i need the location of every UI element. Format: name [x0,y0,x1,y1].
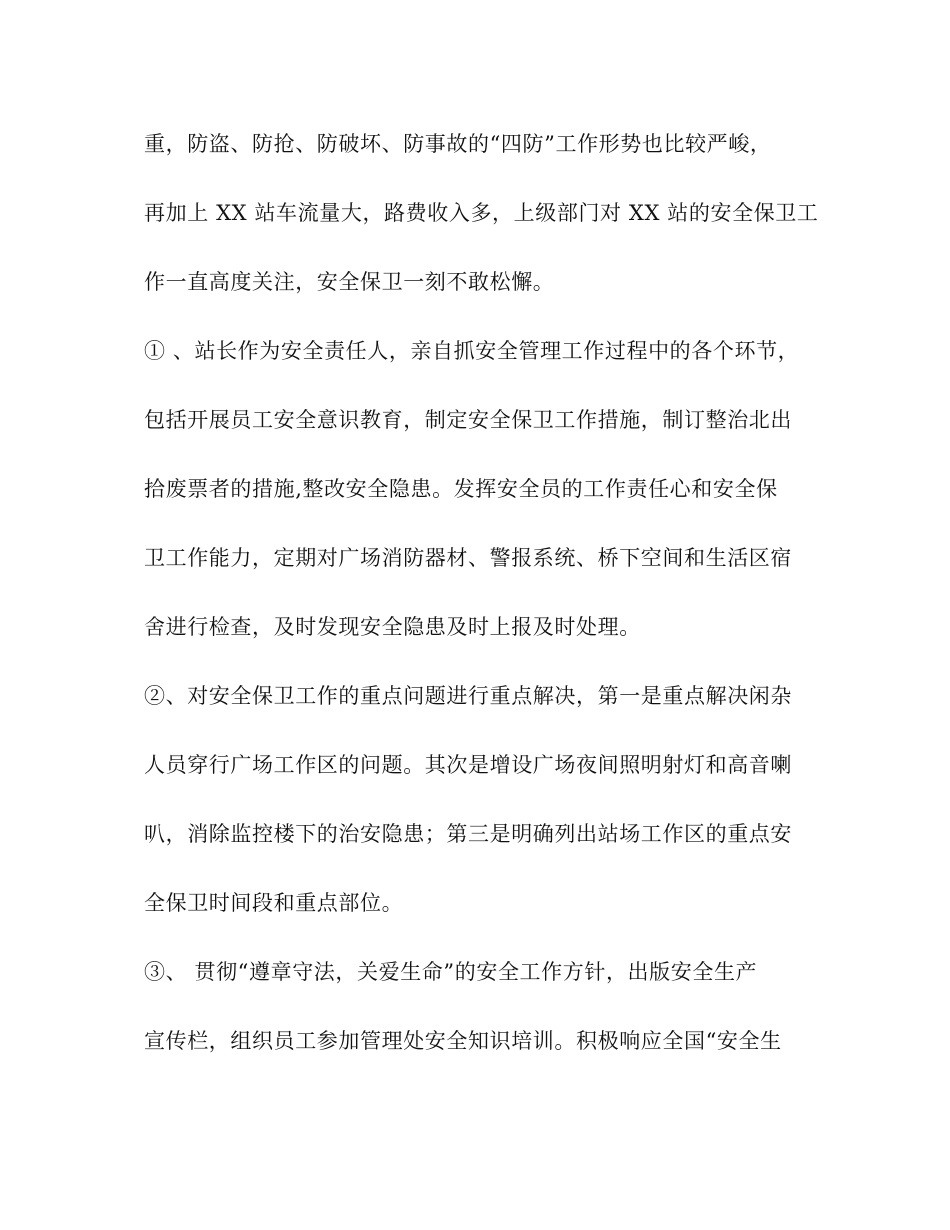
text-line: 人员穿行广场工作区的问题。其次是增设广场夜间照明射灯和高音喇 [144,753,792,777]
text-line: 拾废票者的措施,整改安全隐患。发挥安全员的工作责任心和安全保 [144,477,778,501]
text-line: 全保卫时间段和重点部位。 [144,891,404,915]
text-line: 重，防盗、防抢、防破坏、防事故的“四防”工作形势也比较严峻， [144,132,772,156]
text-line: 再加上 XX 站车流量大，路费收入多，上级部门对 XX 站的安全保卫工 [144,201,819,225]
text-line: 舍进行检查，及时发现安全隐患及时上报及时处理。 [144,615,641,639]
text-line: ③、 贯彻“遵章守法，关爱生命”的安全工作方针，出版安全生产 [144,960,758,984]
text-line: 宣传栏，组织员工参加管理处安全知识培训。积极响应全国“安全生 [144,1029,782,1053]
text-line: 包括开展员工安全意识教育，制定安全保卫工作措施，制订整治北出 [144,408,792,432]
text-line: 卫工作能力，定期对广场消防器材、警报系统、桥下空间和生活区宿 [144,546,792,570]
text-line: 叭，消除监控楼下的治安隐患；第三是明确列出站场工作区的重点安 [144,822,792,846]
text-line: ②、对安全保卫工作的重点问题进行重点解决，第一是重点解决闲杂 [144,684,792,708]
text-line: ① 、站长作为安全责任人，亲自抓安全管理工作过程中的各个环节， [144,339,800,363]
document-body [144,118,819,1084]
text-line: 作一直高度关注，安全保卫一刻不敢松懈。 [144,270,555,294]
